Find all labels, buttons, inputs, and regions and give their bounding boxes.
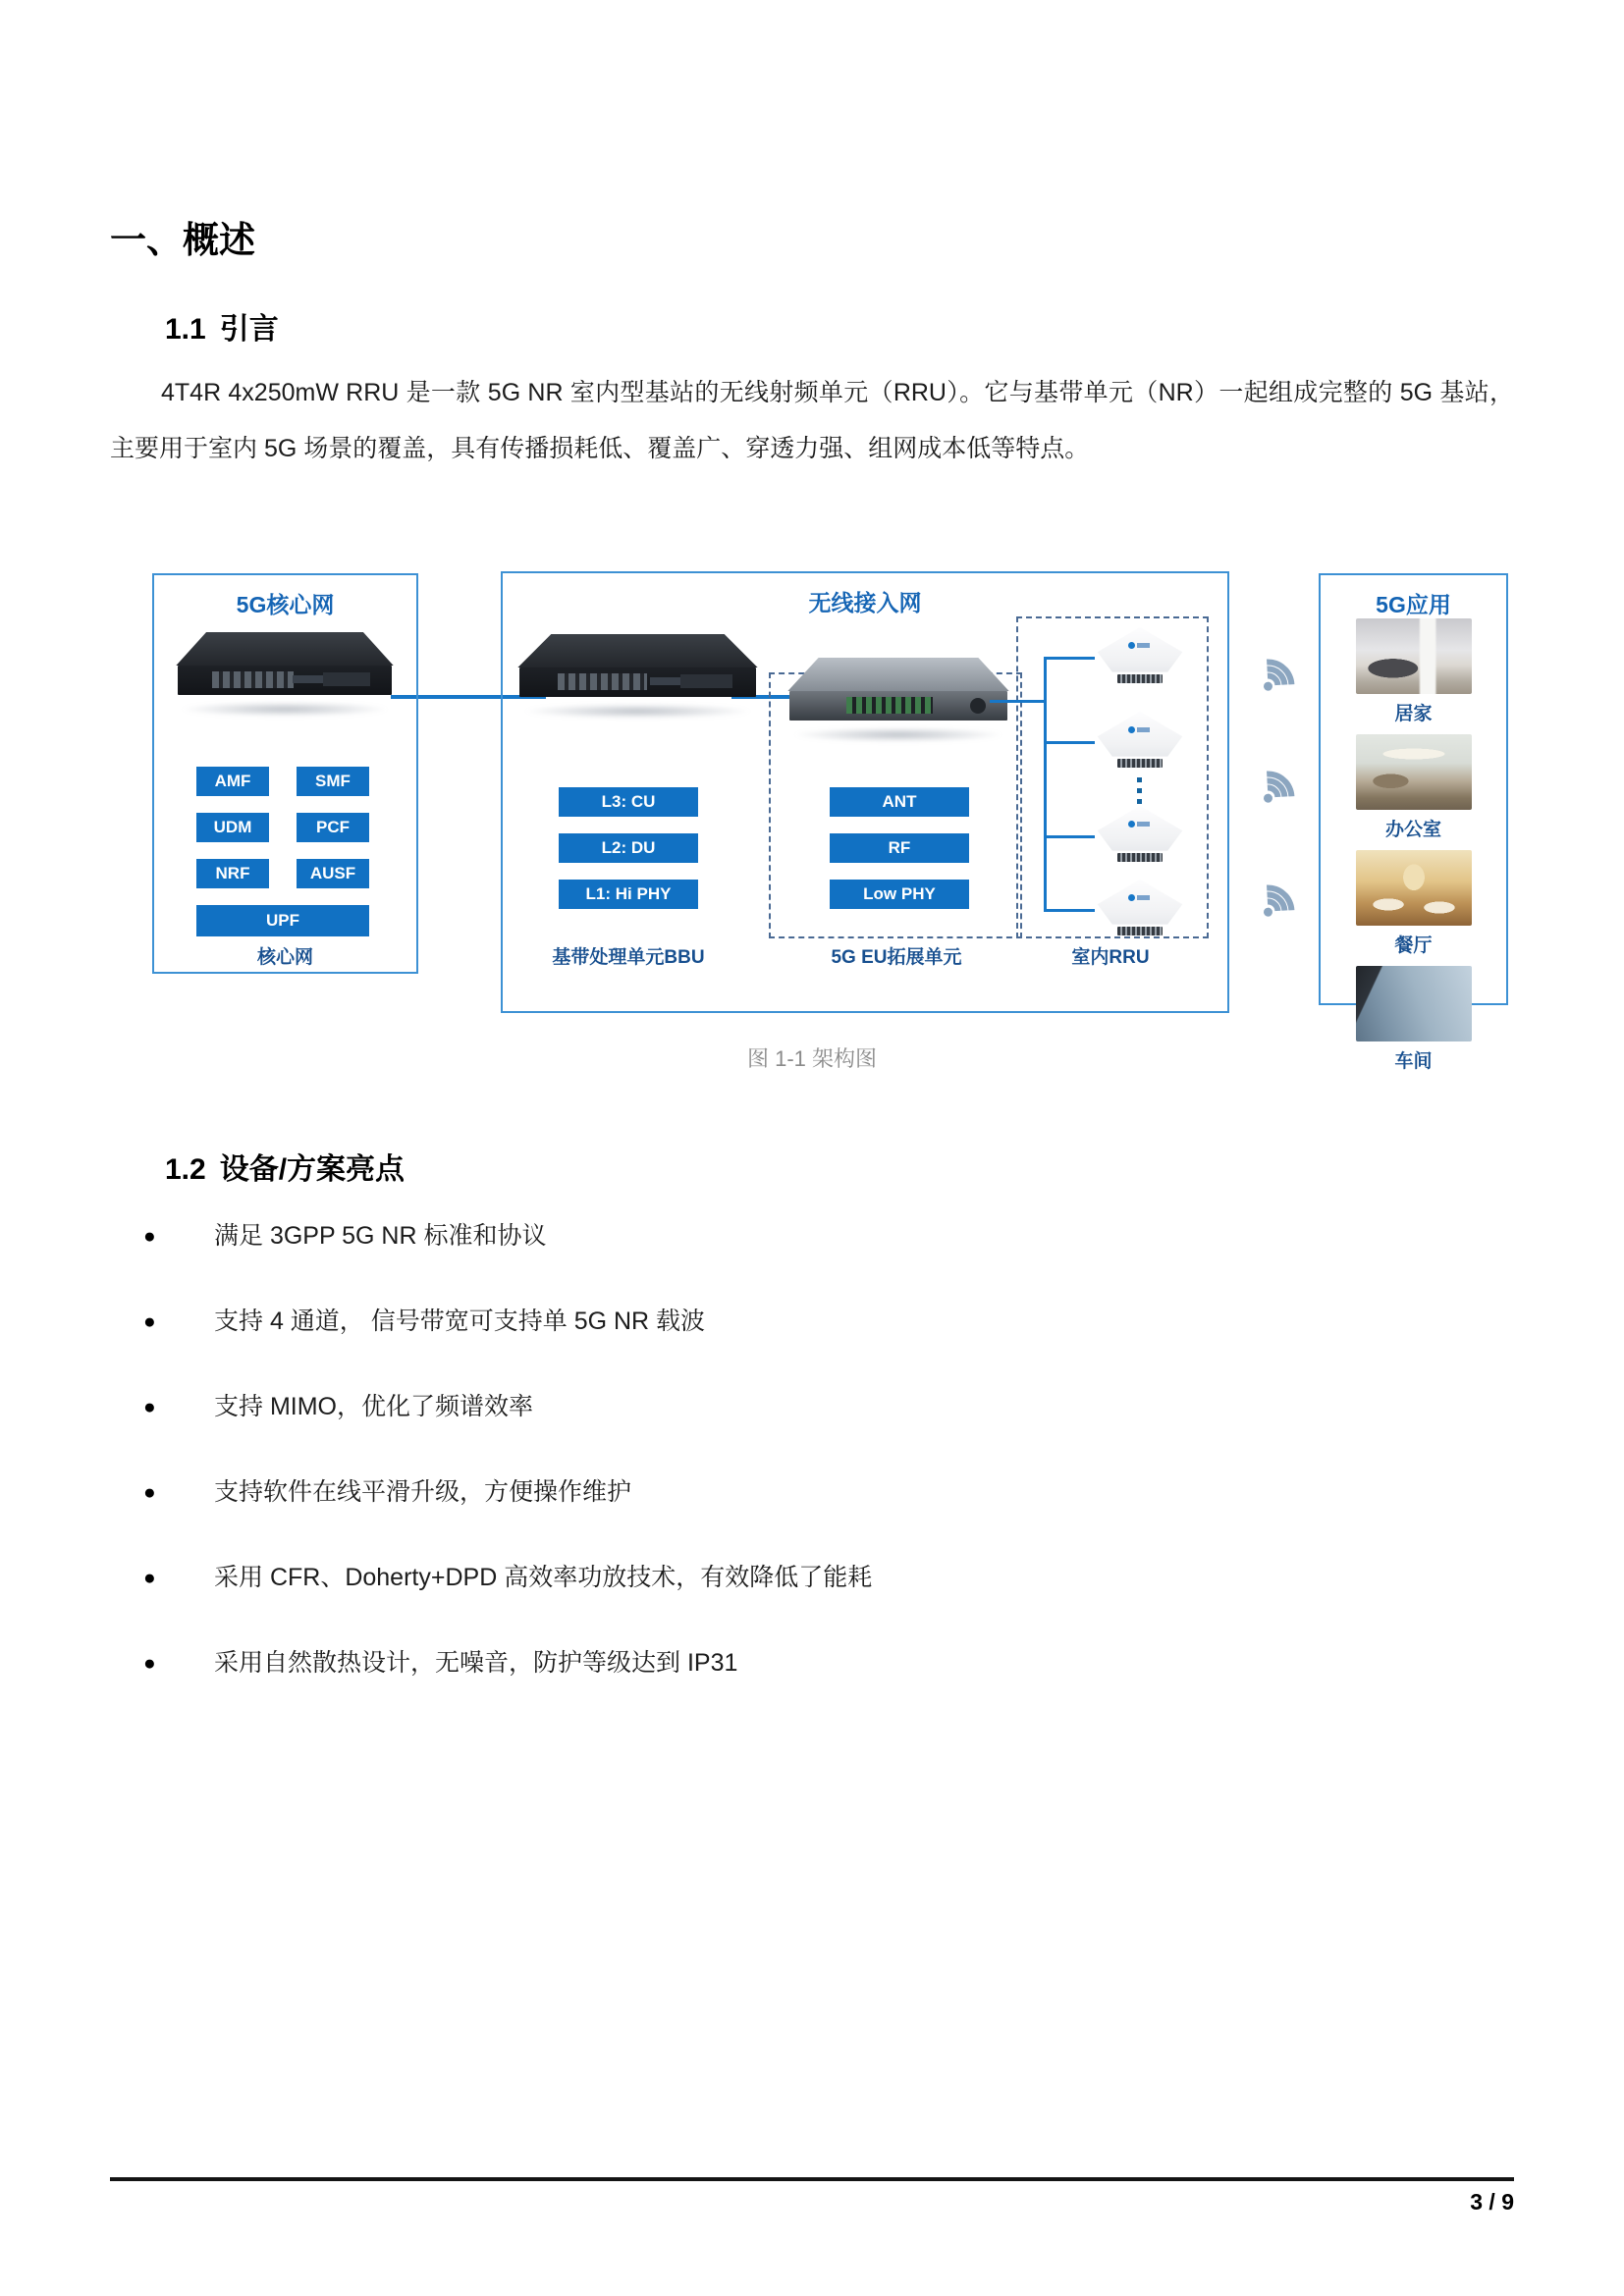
list-item: ● 满足 3GPP 5G NR 标准和协议 bbox=[143, 1221, 1479, 1251]
rru-branch-line bbox=[1046, 741, 1095, 744]
chip-l2-du: L2: DU bbox=[559, 833, 698, 863]
wifi-signal-icon bbox=[1230, 747, 1319, 836]
ap-vent bbox=[1117, 927, 1163, 935]
vendor-logo-icon bbox=[1128, 821, 1152, 828]
ap-vent bbox=[1117, 759, 1163, 768]
applications-panel bbox=[1319, 573, 1508, 1072]
server-top-face bbox=[517, 634, 758, 667]
app-card-restaurant bbox=[1356, 850, 1472, 957]
vendor-logo-icon bbox=[1128, 726, 1152, 733]
app-card-home bbox=[1356, 618, 1472, 725]
wifi-signal-icon bbox=[1230, 861, 1319, 950]
server-top-face bbox=[787, 658, 1009, 691]
chip-pcf: PCF bbox=[297, 813, 369, 842]
server-shadow bbox=[522, 704, 753, 719]
radio-access-network-panel bbox=[501, 571, 1229, 1013]
app-card-office bbox=[1356, 734, 1472, 841]
chip-ant: ANT bbox=[830, 787, 969, 817]
list-item: ● 支持软件在线平滑升级，方便操作维护 bbox=[143, 1477, 1479, 1507]
rru-unit-image bbox=[1094, 880, 1186, 944]
eu-label: 5G EU拓展单元 bbox=[831, 947, 962, 968]
ap-vent bbox=[1117, 674, 1163, 683]
rru-branch-line bbox=[1046, 909, 1095, 912]
chip-udm: UDM bbox=[196, 813, 269, 842]
rru-unit-image bbox=[1094, 627, 1186, 692]
chapter-heading: 一、概述 bbox=[110, 220, 255, 260]
rru-trunk-line bbox=[1044, 657, 1047, 912]
rru-label: 室内RRU bbox=[1071, 947, 1150, 968]
server-front-face bbox=[789, 691, 1007, 720]
rru-unit-image bbox=[1094, 712, 1186, 776]
core-network-panel bbox=[152, 573, 418, 974]
intro-paragraph: 4T4R 4x250mW RRU 是一款 5G NR 室内型基站的无线射频单元（RRU）。它与基带单元（NR）一起组成完整的 5G 基站，主要用于室内 5G 场景的覆盖，具有传播损耗低、覆盖广、穿透力强、组网成本低等特点。 bbox=[110, 379, 1514, 462]
page-number: 3 / 9 bbox=[1470, 2189, 1514, 2215]
ap-vent bbox=[1117, 853, 1163, 862]
eu-to-rru-line bbox=[990, 700, 1046, 703]
section-1-2-heading bbox=[165, 1145, 405, 1188]
list-item: ● 支持 MIMO，优化了频谱效率 bbox=[143, 1392, 1479, 1421]
core-panel-label: 核心网 bbox=[256, 947, 313, 968]
server-front-face bbox=[178, 666, 392, 694]
ran-panel-title: 无线接入网 bbox=[808, 590, 922, 615]
section-title: 引言 bbox=[219, 313, 279, 346]
app-label: 餐厅 bbox=[1394, 935, 1433, 956]
restaurant-photo bbox=[1356, 850, 1472, 926]
wifi-signal-icon bbox=[1230, 635, 1319, 724]
eu-server-image bbox=[787, 658, 1009, 742]
vendor-logo-icon bbox=[1128, 894, 1152, 901]
server-front-face bbox=[519, 667, 755, 696]
rru-branch-line bbox=[1046, 835, 1095, 838]
office-photo bbox=[1356, 734, 1472, 810]
chip-l3-cu: L3: CU bbox=[559, 787, 698, 817]
section-1-1-heading bbox=[165, 304, 279, 347]
rru-branch-line bbox=[1046, 657, 1095, 660]
chip-amf: AMF bbox=[196, 767, 269, 796]
ellipsis-dots bbox=[1137, 777, 1142, 804]
chip-ausf: AUSF bbox=[297, 859, 369, 888]
vendor-logo-icon bbox=[1128, 642, 1152, 649]
server-top-face bbox=[176, 632, 394, 666]
server-shadow bbox=[792, 727, 1005, 742]
core-panel-title: 5G核心网 bbox=[236, 592, 335, 617]
highlights-list bbox=[143, 1221, 1479, 1734]
figure-caption: 图 1-1 架构图 bbox=[746, 1046, 878, 1071]
chip-low-phy: Low PHY bbox=[830, 880, 969, 909]
chip-smf: SMF bbox=[297, 767, 369, 796]
chip-rf: RF bbox=[830, 833, 969, 863]
bbu-label: 基带处理单元BBU bbox=[552, 947, 705, 968]
page-footer bbox=[110, 2177, 1514, 2216]
section-number: 1.2 bbox=[165, 1153, 206, 1186]
chip-upf: UPF bbox=[196, 905, 369, 936]
app-label: 车间 bbox=[1394, 1051, 1433, 1072]
section-number: 1.1 bbox=[165, 313, 206, 346]
bbu-server-image bbox=[517, 634, 758, 719]
rru-unit-image bbox=[1094, 806, 1186, 871]
list-item: ● 支持 4 通道， 信号带宽可支持单 5G NR 载波 bbox=[143, 1307, 1479, 1336]
list-item: ● 采用自然散热设计，无噪音，防护等级达到 IP31 bbox=[143, 1648, 1479, 1678]
apps-stack bbox=[1321, 618, 1506, 1082]
chip-nrf: NRF bbox=[196, 859, 269, 888]
workshop-photo bbox=[1356, 966, 1472, 1041]
chip-l1-hi-phy: L1: Hi PHY bbox=[559, 880, 698, 909]
app-label: 居家 bbox=[1394, 704, 1433, 724]
apps-panel-title: 5G应用 bbox=[1376, 592, 1451, 617]
server-shadow bbox=[180, 702, 389, 717]
list-item: ● 采用 CFR、Doherty+DPD 高效率功放技术，有效降低了能耗 bbox=[143, 1563, 1479, 1592]
section-title: 设备/方案亮点 bbox=[219, 1153, 406, 1186]
core-server-image bbox=[176, 632, 394, 717]
app-label: 办公室 bbox=[1384, 820, 1441, 840]
home-photo bbox=[1356, 618, 1472, 694]
